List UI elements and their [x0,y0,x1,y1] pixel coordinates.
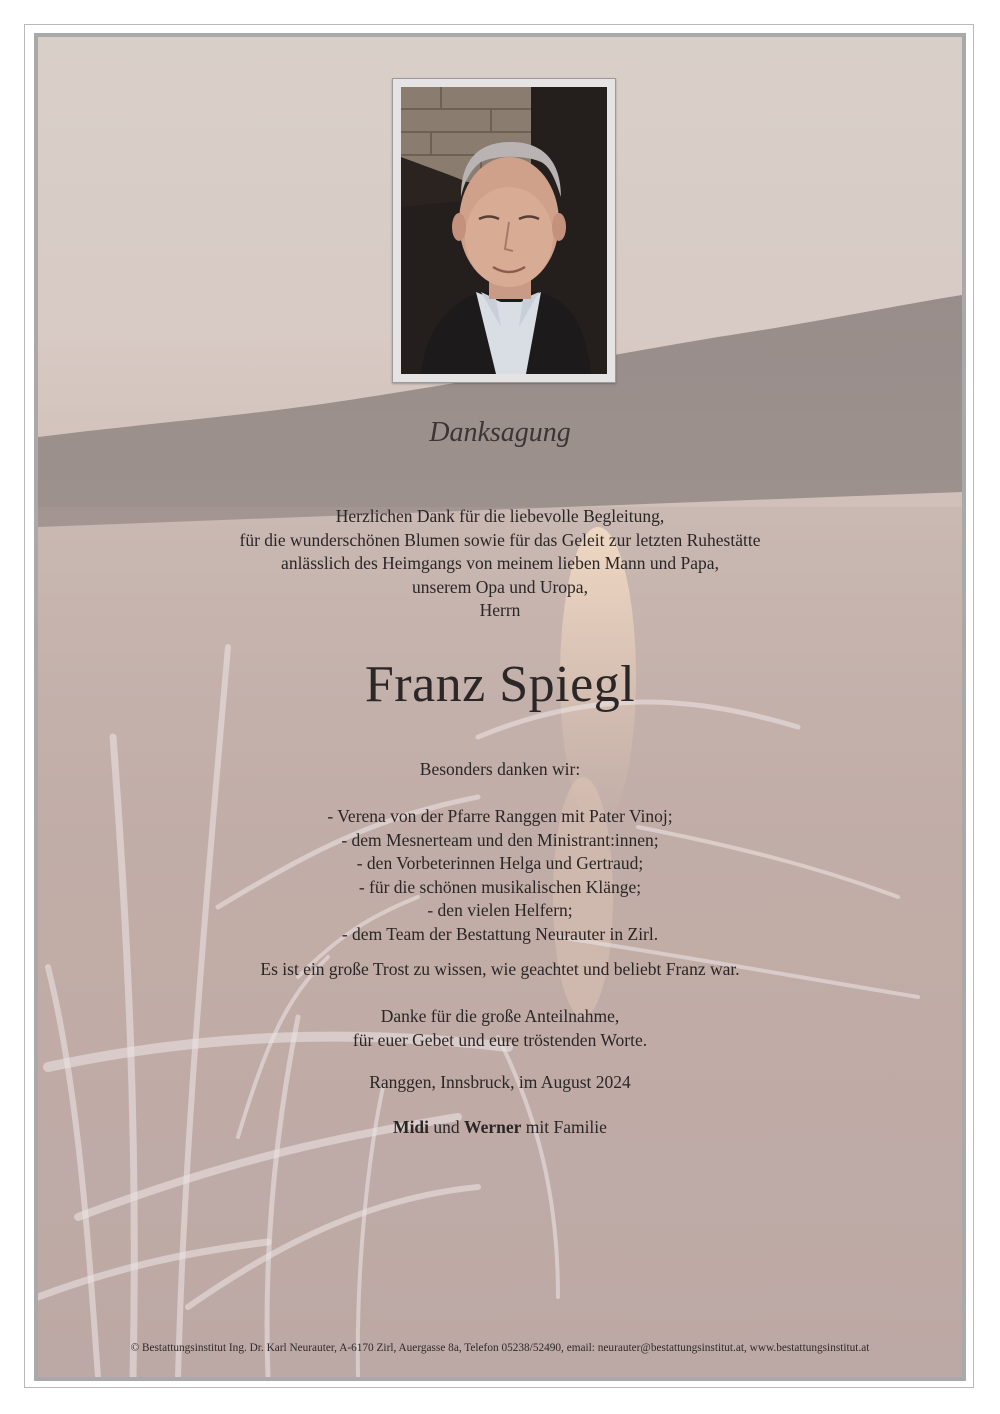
obituary-card [34,33,966,1381]
intro-line: für die wunderschönen Blumen sowie für das Geleit zur letzten Ruhestätte [239,529,761,550]
signature [38,1117,962,1138]
intro-line: unserem Opa und Uropa, [412,576,588,597]
trost-paragraph: Es ist ein große Trost zu wissen, wie geachtet und beliebt Franz war. [260,959,740,979]
thanks-list [38,805,962,947]
footer-imprint: © Bestattungsinstitut Ing. Dr. Karl Neurauter, A-6170 Zirl, Auergasse 8a, Telefon 05238/52490, email: neurauter@bestattungsinstitut.at, www.bestattungsinstitut.at [130,1342,870,1354]
portrait-photo [401,87,607,374]
thanks-item: - den Vorbeterinnen Helga und Gertraud; [356,853,644,874]
thanks-heading: Besonders danken wir: [419,759,581,779]
place-date: Ranggen, Innsbruck, im August 2024 [369,1072,631,1092]
signature-name-1: Midi [393,1117,430,1137]
thanks-item: - Verena von der Pfarre Ranggen mit Pater Vinoj; [327,806,673,826]
intro-text [38,505,962,623]
intro-line: Herrn [479,600,521,621]
heading: Danksagung [429,417,571,448]
thanks-item: - den vielen Helfern; [427,900,573,921]
thanks-item: - dem Team der Bestattung Neurauter in Zirl. [341,923,659,944]
thanks-item: - für die schönen musikalischen Klänge; [358,876,642,897]
anteilnahme-paragraph [38,1005,962,1052]
signature-suffix: mit Familie [525,1117,607,1137]
signature-und: und [433,1117,460,1137]
intro-line: anlässlich des Heimgangs von meinem lieben Mann und Papa, [281,553,719,574]
intro-line: Herzlichen Dank für die liebevolle Begleitung, [335,506,665,526]
portrait-frame [392,78,616,383]
signature-name-2: Werner [464,1117,522,1137]
thanks-item: - dem Mesnerteam und den Ministrant:innen; [341,829,659,850]
deceased-name: Franz Spiegl [364,656,636,713]
anteilnahme-line: für euer Gebet und eure tröstenden Worte. [352,1029,648,1050]
anteilnahme-line: Danke für die große Anteilnahme, [380,1006,620,1026]
